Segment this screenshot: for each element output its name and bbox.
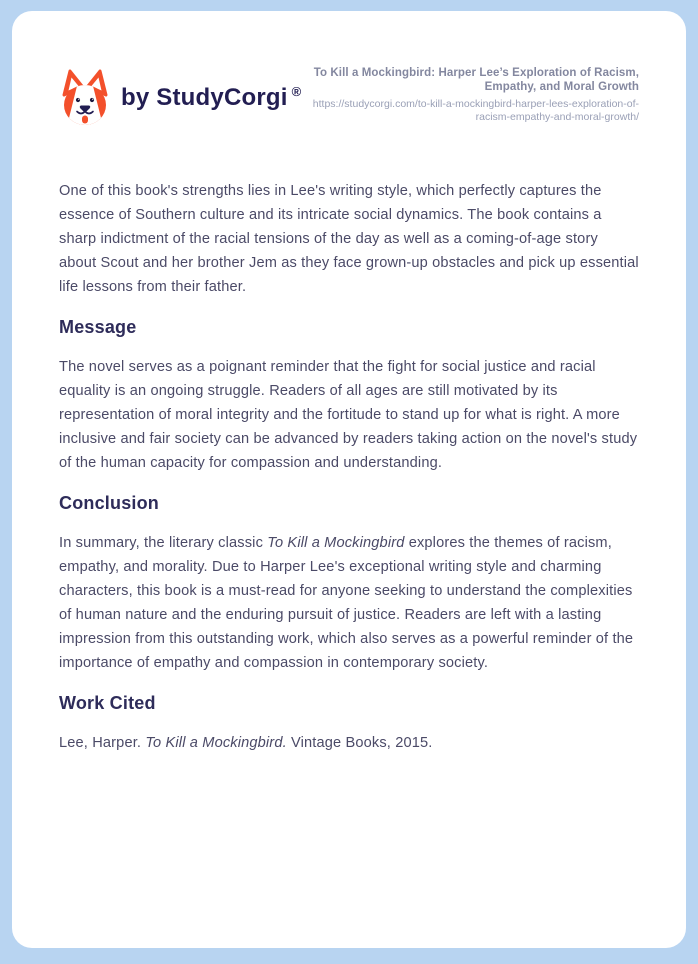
logo-text: by StudyCorgi xyxy=(121,84,288,111)
conclusion-text-before: In summary, the literary classic xyxy=(59,535,268,551)
intro-paragraph: One of this book's strengths lies in Lee's writing style, which perfectly captures the essence of Southern culture and its intricate social dynamics. The book contains a sharp indictment of the racial tensions of the day as well as a coming-of-age story about Scout and her brother Jem as they face grown-up obstacles and pick up essential life lessons from their father. xyxy=(59,183,639,295)
document-title: To Kill a Mockingbird: Harper Lee’s Exploration of Racism, Empathy, and Moral Growth xyxy=(313,67,639,93)
book-title-italic: To Kill a Mockingbird xyxy=(267,535,405,551)
citation-publisher: Vintage Books, 2015. xyxy=(286,735,433,751)
section-heading-work-cited: Work Cited xyxy=(59,693,156,713)
citation-author: Lee, Harper. xyxy=(59,735,146,751)
registered-trademark: ® xyxy=(291,84,302,99)
citation xyxy=(59,731,639,755)
section-heading-message: Message xyxy=(59,317,137,337)
section-heading-conclusion: Conclusion xyxy=(59,493,159,513)
document-meta xyxy=(309,67,639,124)
logo-text-group xyxy=(121,84,301,112)
document-url: https://studycorgi.com/to-kill-a-mockingbird-harper-lees-exploration-of-racism-empathy-and-moral-growth/ xyxy=(312,98,639,123)
conclusion-paragraph xyxy=(59,531,639,675)
citation-book-title-italic: To Kill a Mockingbird. xyxy=(145,735,287,751)
conclusion-text-after: explores the themes of racism, empathy, and morality. Due to Harper Lee's exceptional writing style and charming characters, this book is a must-read for anyone seeking to understand the complexities of human nature and the enduring pursuit of justice. Readers are left with a lasting impression from this outstanding work, which also serves as a powerful reminder of the importance of empathy and compassion in contemporary society. xyxy=(59,535,634,671)
corgi-icon xyxy=(59,69,111,127)
article-body xyxy=(59,179,639,755)
message-paragraph: The novel serves as a poignant reminder that the fight for social justice and racial equality is an ongoing struggle. Readers of all ages are still motivated by its representation of moral integrity and the fortitude to stand up for what is right. A more inclusive and fair society can be advanced by readers taking action on the novel's study of the human capacity for compassion and understanding. xyxy=(59,359,638,471)
document-card xyxy=(12,11,686,948)
document-header xyxy=(59,69,639,127)
studycorgi-logo xyxy=(59,69,301,127)
